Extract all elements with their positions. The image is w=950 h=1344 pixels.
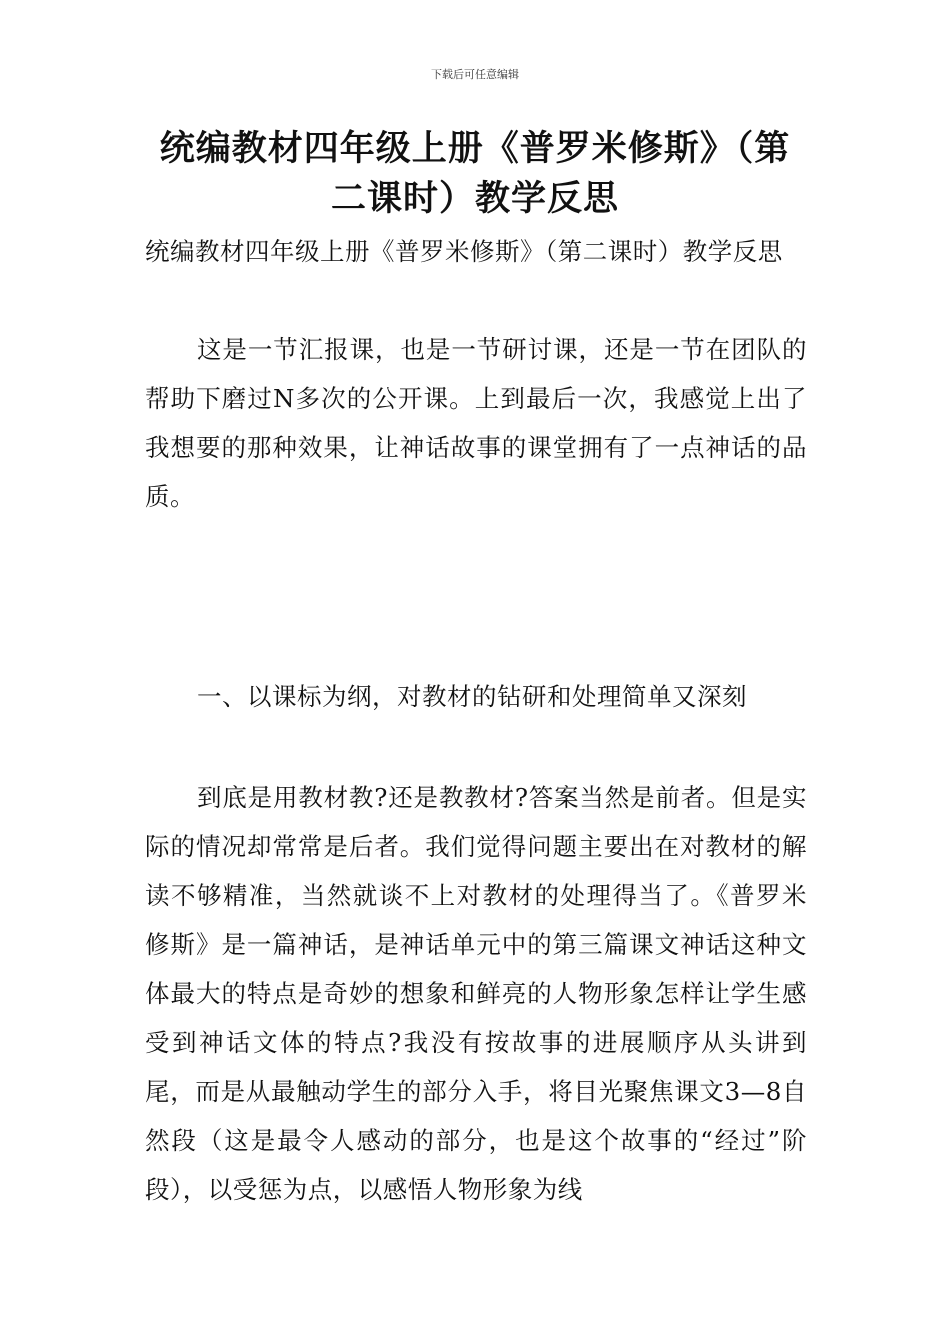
intro-paragraph: 这是一节汇报课，也是一节研讨课，还是一节在团队的帮助下磨过N多次的公开课。上到最后一次，我感觉上出了我想要的那种效果，让神话故事的课堂拥有了一点神话的品质。	[145, 335, 807, 511]
header-note: 下载后可任意编辑	[431, 68, 519, 81]
page-title: 统编教材四年级上册《普罗米修斯》（第二课时）教学反思	[159, 129, 791, 219]
section-paragraph: 到底是用教材教?还是教教材?答案当然是前者。但是实际的情况却常常是后者。我们觉得问题主要出在对教材的解读不够精准，当然就谈不上对教材的处理得当了。《普罗米修斯》是一篇神话，是神话单元中的第三篇课文神话这种文体最大的特点是奇妙的想象和鲜亮的人物形象怎样让学生感受到神话文体的特点?我没有按故事的进展顺序从头讲到尾，而是从最触动学生的部分入手，将目光聚焦课文3—8自然段（这是最令人感动的部分，也是这个故事的“经过”阶段），以受惩为点，以感悟人物形象为线	[145, 783, 807, 1204]
subtitle-text: 统编教材四年级上册《普罗米修斯》（第二课时）教学反思	[145, 237, 783, 266]
section-heading: 一、以课标为纲，对教材的钻研和处理简单又深刻	[197, 682, 747, 711]
